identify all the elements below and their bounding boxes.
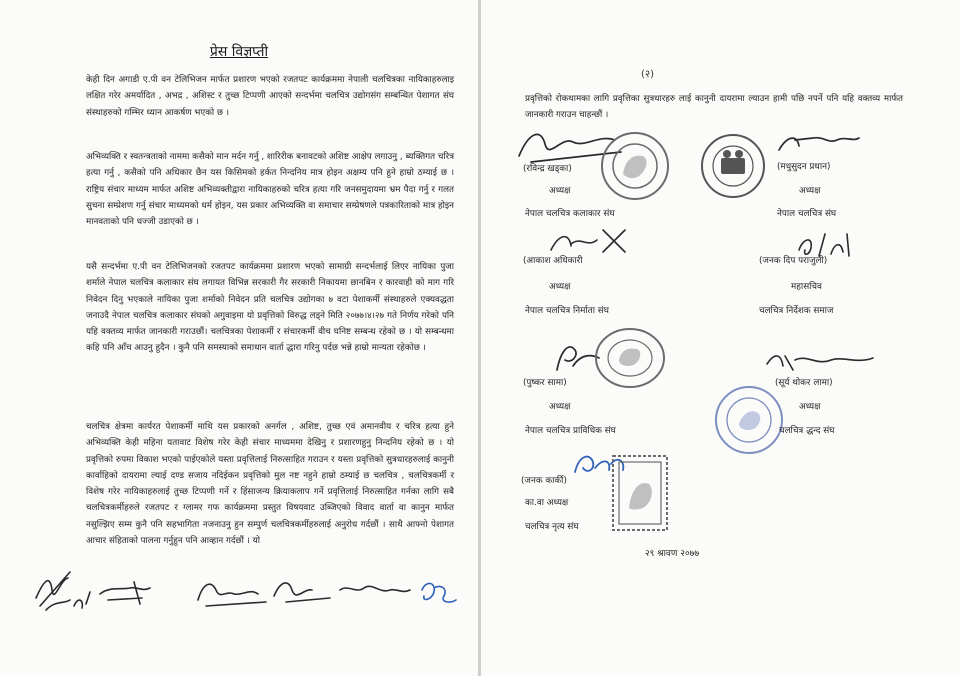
initials-signature-row bbox=[30, 560, 460, 616]
paragraph-expression: अभिव्यक्ति र स्वतन्त्रताको नाममा कसैको मान मर्दन गर्नु , शारिरीक बनावटको अशिष्ट आक्षेप लगाउनु , ब्यक्तिगत चरित्र हत्या गर्नु , कसैको पनि अधिकार छैन यस किसिमको हर्कत निन्दनिय मात्र होइन अक्षम्य पनि हुने हाम्रो ठम्याई छ । राष्ट्रिय संचार माध्यम मार्फत अशिष्ट अभिव्यक्तीद्वारा नायिकाहरुको चरित्र हत्या गरि जनसमुदायमा भ्रम पैदा गर्नु र गलत सुचना सम्प्रेशण गर्नु संचार माध्यमको धर्म होइन, यस प्रकार अभिव्यक्ति वा समाचार सम्प्रेषणले पत्रकारिताको मात्र होइन मानवताको पनि धज्जी उडाएको छ । bbox=[86, 152, 454, 228]
signatory-5-name: (पुष्कर सामा) bbox=[523, 378, 567, 388]
signatory-4-org: चलचित्र निर्देशक समाज bbox=[759, 306, 834, 316]
signatory-1-role: अध्यक्ष bbox=[549, 186, 571, 196]
signature-6 bbox=[761, 346, 881, 376]
signatory-7-org: चलचित्र नृत्य संघ bbox=[525, 522, 579, 532]
signatory-4-role: महासचिव bbox=[791, 282, 822, 292]
signatory-4-name: (जनक दिप पराजुली) bbox=[759, 256, 828, 266]
paragraph-context: यसै सन्दर्भमा ए.पी वन टेलिभिजनको रजतपट कार्यक्रममा प्रशारण भएको सामाग्री सन्दर्भलाई लिएर नायिका पुजा शर्माले नेपाल चलचित्र कलाकार संघ लगायत विभिन्न सरकारी गैर सरकारी निकायमा छानबिन र कारवाही को माग गरि निवेदन दिनु भएकाले नायिका पुजा शर्माको निवेदन प्रति चलचित्र उद्योगका ७ वटा पेशाकर्मी संस्थाहरुले एक्यवद्धता जनाउदै नेपाल चलचित्र कलाकार संघको अगुवाइमा यो प्रवृत्तिको विरुद्ध लड्ने मिति २०७७।४।२७ गते निर्णय गरेको पनि यहि वक्तव्य मार्फत जानकारी गराउछौं। चलचित्रका पेशाकर्मी र संचारकर्मी वीच घनिष्ट सम्बन्ध रहेको छ । यो सम्बन्धमा कहि पनि आँच आउनु हुदैन । कुनै पनि समस्याको समाधान वार्ता द्धारा गरिनु पर्दछ भन्ने हाम्रो मान्यता रहेकोछ । bbox=[86, 262, 454, 354]
signatory-6-name: (सूर्य थोकर लामा) bbox=[775, 378, 833, 388]
signatory-1-name: (रविन्द्र खड्का) bbox=[523, 164, 572, 174]
signatory-7-name: (जनक कार्की) bbox=[521, 476, 567, 486]
stamp-dance-association bbox=[611, 454, 669, 532]
stamp-technical-association bbox=[593, 326, 667, 390]
page-number: (२) bbox=[641, 69, 655, 80]
stamp-action-association bbox=[713, 384, 785, 456]
signature-2 bbox=[773, 126, 863, 160]
press-release-title: प्रेस विज्ञप्ती bbox=[209, 44, 269, 60]
stamp-film-association bbox=[699, 132, 767, 200]
signatory-7-role: का.वा अध्यक्ष bbox=[525, 498, 569, 508]
signatory-2-name: (मधुसुदन प्रधान) bbox=[777, 162, 831, 172]
paragraph-appeal: चलचित्र क्षेत्रमा कार्यरत पेशाकर्मी माथि यस प्रकारको अनर्गल , अशिष्ट, तुच्छ एवं अमानवीय र चरित्र हत्या हुने अभिव्यक्ति केही महिना यतावाट विशेष गरेर केही संचार माध्यममा देखिनु र प्रशारणहुनु निन्दनिय रहेको छ । यो प्रवृत्तिको रुपमा विकाश भएको पाईएकोले यस्ता प्रवृत्तिलाई निरुत्साहित गराउन र यस्ता प्रवृत्तिको सुत्रधारहरुलाई कानुनी कार्वाहिको दायरामा ल्याई दण्ड सजाय नदिईकन प्रवृत्तिको मुल नष्ट नहुने हाम्रो ठम्याई छ चलचित्र , चलचित्रकर्मी र विशेष गरेर नायिकाहरुलाई तुच्छ टिप्पणी गर्ने र हिंसाजन्य क्रियाकलाप गर्ने प्रवृत्तिलाई निरुत्साहित गर्नका लागि सबै चलचित्रकर्मीहरुले रजतपट र ग्लामर गफ कार्यक्रममा प्रस्तुत विषयवाट उब्जिएको विवाद वार्ता वा कानुन मार्फत नसुल्झिए सम्म कुनै पनि सहभागिता नजनाउनु हुन सम्पुर्ण चलचित्रकर्मीहरुलाई अनुरोध गर्दछौं । साथै आफ्नो पेशागत आचार संहिताको पालना गर्नुहुन पनि आव्हान गर्दछौं । यो bbox=[86, 422, 454, 547]
signatory-3-org: नेपाल चलचित्र निर्माता संघ bbox=[525, 306, 609, 316]
signatory-2-org: नेपाल चलचित्र संघ bbox=[777, 209, 837, 219]
signature-3 bbox=[541, 224, 631, 258]
signatory-2-role: अध्यक्ष bbox=[799, 186, 821, 196]
signatory-6-role: अध्यक्ष bbox=[799, 402, 821, 412]
paragraph-closing: प्रवृत्तिको रोकथामका लागि प्रवृत्तिका सुत्रधारहरु लाई कानुनी दायरामा ल्याउन हामी पछि नपर्ने पनि यहि वक्तव्य मार्फत जानकारी गराउन चाहन्छौं । bbox=[525, 94, 903, 120]
stamp-artists-association bbox=[599, 130, 671, 202]
signatory-5-role: अध्यक्ष bbox=[549, 402, 571, 412]
paragraph-intro: केही दिन अगाडी ए.पी वन टेलिभिजन मार्फत प्रशारण भएको रजतपट कार्यक्रममा नेपाली चलचित्रका नायिकाहरुलाइ लक्षित गरेर अमर्यादित , अभद्र , अशिस्ट र तुच्छ टिप्पणी आएको सन्दर्भमा चलचित्र उद्योगसंग सम्बन्धित पेशागत संघ संस्थाहरुको गम्भिर ध्यान आकर्षण भएको छ । bbox=[86, 75, 454, 118]
signatory-1-org: नेपाल चलचित्र कलाकार संघ bbox=[525, 209, 615, 219]
signatory-5-org: नेपाल चलचित्र प्राविधिक संघ bbox=[525, 426, 616, 436]
press-release-page-2 bbox=[481, 0, 960, 676]
press-release-page-1 bbox=[0, 0, 478, 676]
signatory-3-role: अध्यक्ष bbox=[549, 282, 571, 292]
signatory-6-org: चलचित्र द्धन्द संघ bbox=[779, 426, 835, 436]
release-date: २९ श्रावण २०७७ bbox=[645, 549, 700, 559]
signatory-3-name: (आकाश अधिकारी bbox=[523, 256, 583, 266]
